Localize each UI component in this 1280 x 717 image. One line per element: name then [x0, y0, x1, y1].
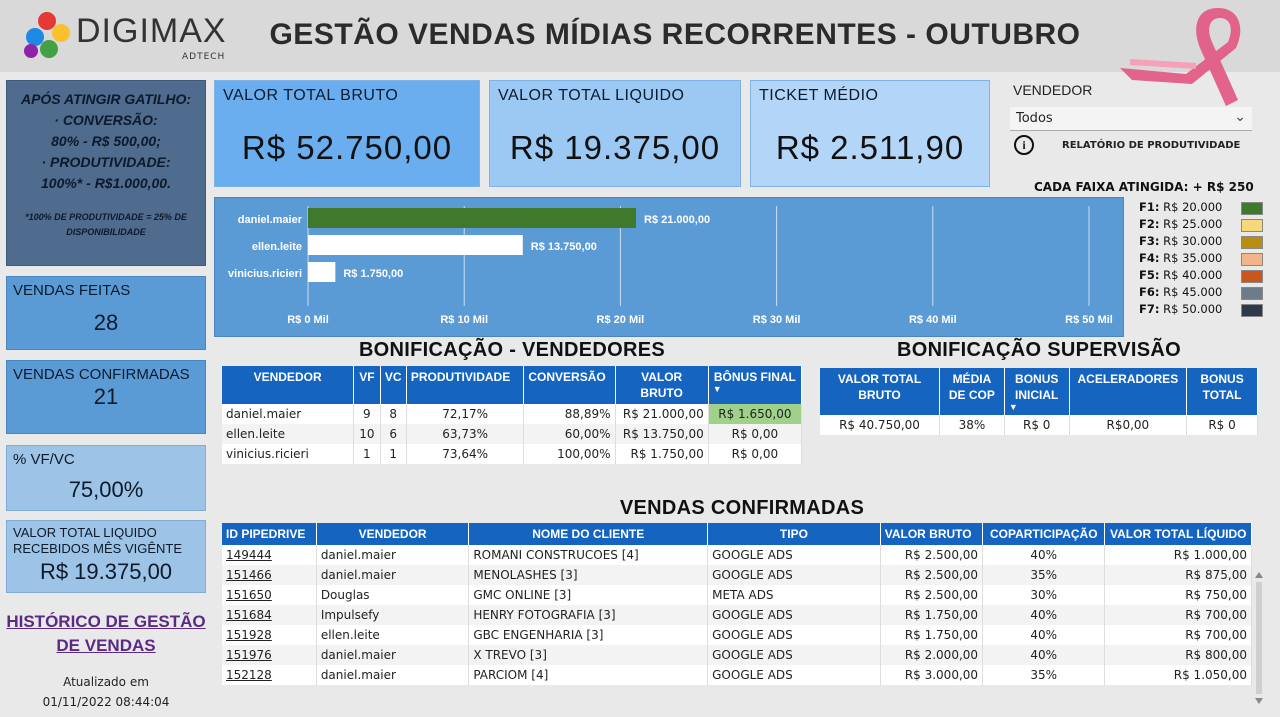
table-row[interactable] [820, 415, 1258, 435]
column-header[interactable] [820, 368, 940, 415]
x-tick-label: R$ 0 Mil [287, 314, 329, 326]
kpi-value: R$ 19.375,00 [39, 559, 173, 584]
table-cell: R$ 1.750,00 [880, 605, 982, 625]
table-cell[interactable] [222, 545, 316, 565]
table-cell: R$ 0 [1187, 415, 1258, 435]
faixa-name: F4: [1139, 251, 1160, 265]
column-header-label: VALOR BRUTO [640, 370, 683, 400]
trigger-line-1: APÓS ATINGIR GATILHO: [20, 91, 192, 107]
faixa-item [1139, 268, 1267, 285]
pipedrive-id-link[interactable]: 151976 [226, 648, 272, 662]
updated-label: Atualizado em [63, 675, 149, 689]
faixa-value: R$ 20.000 [1159, 200, 1223, 214]
faixa-value: R$ 25.000 [1159, 217, 1223, 231]
table-row[interactable] [222, 444, 802, 464]
faixa-color-swatch [1241, 202, 1263, 215]
table-cell: 40% [983, 605, 1105, 625]
column-header[interactable] [222, 366, 354, 404]
faixa-item [1139, 234, 1267, 251]
column-header[interactable] [1004, 368, 1069, 415]
card-valor-bruto [214, 80, 480, 187]
kpi-label: VENDAS CONFIRMADAS [13, 366, 190, 383]
column-header-label: PRODUTIVIDADE [410, 370, 511, 384]
trigger-line-3: 80% - R$ 500,00; [51, 133, 161, 149]
table-cell[interactable] [222, 565, 316, 585]
table-cell: ellen.leite [222, 424, 354, 444]
faixa-color-swatch [1241, 219, 1263, 232]
trigger-note: *100% DE PRODUTIVIDADE = 25% DE DISPONIBILIDADE [25, 212, 187, 237]
faixa-name: F6: [1139, 285, 1160, 299]
table-cell: GOOGLE ADS [708, 665, 881, 685]
column-header-label: MÉDIA DE COP [948, 372, 995, 402]
sort-down-icon[interactable]: ▼ [712, 384, 722, 394]
table-cell: R$ 0,00 [708, 444, 801, 464]
bar-ellen.leite[interactable] [308, 235, 523, 255]
card-valor-liquido [489, 80, 741, 187]
bonif-vendedores-title: BONIFICAÇÃO - VENDEDORES [358, 339, 666, 361]
column-header[interactable] [983, 523, 1105, 545]
table-cell: GOOGLE ADS [708, 545, 881, 565]
faixa-value: R$ 40.000 [1159, 268, 1223, 282]
faixa-color-swatch [1241, 287, 1263, 300]
relatorio-produtividade-link[interactable]: RELATÓRIO DE PRODUTIVIDADE [1062, 140, 1241, 151]
column-header-label: VALOR TOTAL LÍQUIDO [1110, 527, 1247, 541]
table-cell: X TREVO [3] [469, 645, 708, 665]
faixa-color-swatch [1241, 253, 1263, 266]
table-cell: R$ 3.000,00 [880, 665, 982, 685]
table-scrollbar[interactable] [1254, 572, 1264, 704]
vendedor-filter-label: VENDEDOR [1013, 82, 1093, 98]
table-cell: MENOLASHES [3] [469, 565, 708, 585]
table-row[interactable] [222, 565, 1252, 585]
table-cell: 60,00% [524, 424, 615, 444]
table-cell: GOOGLE ADS [708, 625, 881, 645]
table-cell: 72,17% [406, 404, 524, 424]
table-row[interactable] [222, 645, 1252, 665]
table-cell: R$ 1.050,00 [1105, 665, 1252, 685]
kpi-vf-vc [6, 445, 206, 511]
column-header[interactable] [1069, 368, 1186, 415]
faixa-value: R$ 30.000 [1159, 234, 1223, 248]
kpi-value: 75,00% [68, 477, 144, 502]
table-cell: 40% [983, 545, 1105, 565]
trigger-rules-box [6, 80, 206, 266]
table-cell: 88,89% [524, 404, 615, 424]
table-cell: R$ 13.750,00 [615, 424, 708, 444]
table-cell: 63,73% [406, 424, 524, 444]
column-header[interactable] [406, 366, 524, 404]
faixa-name: F1: [1139, 200, 1160, 214]
chevron-down-icon: ⌄ [1234, 109, 1246, 125]
x-tick-label: R$ 10 Mil [440, 314, 489, 326]
column-header[interactable] [708, 366, 801, 404]
vendas-bar-chart [214, 197, 1124, 337]
table-cell: 100,00% [524, 444, 615, 464]
table-cell: R$0,00 [1069, 415, 1186, 435]
vendas-confirmadas-table [222, 523, 1252, 685]
pipedrive-id-link[interactable]: 151684 [226, 608, 272, 622]
kpi-value: 21 [93, 384, 119, 409]
column-header-label: ACELERADORES [1077, 372, 1179, 386]
pink-ribbon-icon [1100, 2, 1250, 112]
kpi-label: % VF/VC [13, 451, 75, 468]
column-header-label: VC [384, 370, 402, 384]
table-cell: R$ 0 [1004, 415, 1069, 435]
faixa-name: F7: [1139, 302, 1160, 316]
table-cell: ROMANI CONSTRUCOES [4] [469, 545, 708, 565]
bonif-vendedores-table [222, 366, 802, 464]
table-cell: R$ 40.750,00 [820, 415, 940, 435]
faixa-color-swatch [1241, 304, 1263, 317]
x-tick-label: R$ 20 Mil [596, 314, 645, 326]
faixa-item [1139, 200, 1267, 217]
table-cell: ellen.leite [316, 625, 469, 645]
bonif-supervisao-title: BONIFICAÇÃO SUPERVISÃO [896, 339, 1182, 361]
faixa-item [1139, 217, 1267, 234]
trigger-line-2: · CONVERSÃO: [54, 112, 158, 128]
column-header-label: NOME DO CLIENTE [532, 527, 645, 541]
table-cell: R$ 21.000,00 [615, 404, 708, 424]
card-value: R$ 52.750,00 [241, 129, 453, 166]
column-header-label: BÔNUS FINAL [713, 370, 796, 384]
column-header-label: VF [359, 370, 375, 384]
table-cell: R$ 700,00 [1105, 625, 1252, 645]
faixa-name: F2: [1139, 217, 1160, 231]
x-tick-label: R$ 50 Mil [1065, 314, 1113, 326]
table-cell: PARCIOM [4] [469, 665, 708, 685]
table-cell: 35% [983, 565, 1105, 585]
table-row[interactable] [222, 404, 802, 424]
vendedor-dropdown[interactable] [1010, 107, 1252, 131]
logo-dots-icon [24, 12, 72, 60]
table-cell[interactable] [222, 625, 316, 645]
table-cell: 73,64% [406, 444, 524, 464]
kpi-liquido-mes [6, 520, 206, 593]
category-label: ellen.leite [251, 241, 302, 253]
table-cell: daniel.maier [222, 404, 354, 424]
table-cell: daniel.maier [316, 665, 469, 685]
sort-down-icon[interactable]: ▼ [1008, 402, 1018, 412]
historico-link[interactable]: HISTÓRICO DE GESTÃO DE VENDAS [6, 612, 206, 655]
column-header[interactable] [354, 366, 380, 404]
table-cell: 9 [354, 404, 380, 424]
table-cell: R$ 2.500,00 [880, 565, 982, 585]
table-cell: R$ 1.750,00 [615, 444, 708, 464]
bar-data-label: R$ 21.000,00 [644, 214, 711, 226]
table-cell: META ADS [708, 585, 881, 605]
column-header[interactable] [524, 366, 615, 404]
table-cell: 30% [983, 585, 1105, 605]
table-cell: R$ 2.000,00 [880, 645, 982, 665]
bar-data-label: R$ 13.750,00 [530, 241, 597, 253]
faixa-item [1139, 285, 1267, 302]
column-header-label: VALOR BRUTO [884, 527, 972, 541]
pipedrive-id-link[interactable]: 151928 [226, 628, 272, 642]
bar-chart-svg [215, 198, 1125, 338]
table-cell: 35% [983, 665, 1105, 685]
table-cell: R$ 2.500,00 [880, 545, 982, 565]
column-header-label: BONUS TOTAL [1200, 372, 1244, 402]
vendedor-selected-value: Todos [1016, 111, 1053, 126]
pipedrive-id-link[interactable]: 149444 [226, 548, 272, 562]
table-cell: GBC ENGENHARIA [3] [469, 625, 708, 645]
kpi-vendas-feitas [6, 276, 206, 350]
column-header[interactable] [708, 523, 881, 545]
card-value: R$ 2.511,90 [775, 129, 965, 166]
table-cell: 40% [983, 645, 1105, 665]
table-cell: R$ 700,00 [1105, 605, 1252, 625]
kpi-value: 28 [93, 310, 119, 335]
updated-info [6, 672, 206, 712]
category-label: daniel.maier [237, 214, 302, 226]
table-row[interactable] [222, 625, 1252, 645]
column-header-label: TIPO [779, 527, 808, 541]
table-cell[interactable] [222, 665, 316, 685]
table-cell: 1 [380, 444, 406, 464]
table-cell: GMC ONLINE [3] [469, 585, 708, 605]
column-header-label: VALOR TOTAL BRUTO [837, 372, 922, 402]
bar-daniel.maier[interactable] [308, 208, 636, 228]
logo-wordmark: DIGIMAX [76, 12, 227, 50]
faixa-color-swatch [1241, 236, 1263, 249]
column-header[interactable] [380, 366, 406, 404]
card-label: TICKET MÉDIO [759, 87, 879, 104]
table-cell: R$ 0,00 [708, 424, 801, 444]
column-header-label: CONVERSÃO [528, 370, 606, 384]
pipedrive-id-link[interactable]: 152128 [226, 668, 272, 682]
bonif-supervisao-table [820, 368, 1258, 435]
table-cell: R$ 800,00 [1105, 645, 1252, 665]
faixa-value: R$ 50.000 [1159, 302, 1223, 316]
faixa-item [1139, 251, 1267, 268]
table-cell[interactable] [222, 645, 316, 665]
column-header-label: ID PIPEDRIVE [226, 527, 306, 541]
column-header[interactable] [222, 523, 316, 545]
card-label: VALOR TOTAL LIQUIDO [498, 87, 685, 104]
info-icon[interactable]: i [1014, 135, 1034, 155]
kpi-label: VENDAS FEITAS [13, 282, 131, 299]
column-header[interactable] [316, 523, 469, 545]
table-cell: 40% [983, 625, 1105, 645]
table-cell: Impulsefy [316, 605, 469, 625]
table-cell: R$ 875,00 [1105, 565, 1252, 585]
column-header-label: BONUS INICIAL [1015, 372, 1059, 402]
page-title: GESTÃO VENDAS MÍDIAS RECORRENTES - OUTUBRO [269, 18, 1081, 51]
table-cell: 8 [380, 404, 406, 424]
table-cell: daniel.maier [316, 545, 469, 565]
pipedrive-id-link[interactable]: 151650 [226, 588, 272, 602]
header-bar [0, 0, 1280, 72]
card-value: R$ 19.375,00 [509, 129, 721, 166]
table-cell: R$ 1.750,00 [880, 625, 982, 645]
logo-subtitle: ADTECH [182, 52, 226, 62]
table-row[interactable] [222, 424, 802, 444]
column-header[interactable] [940, 368, 1005, 415]
column-header-label: COPARTICIPAÇÃO [989, 527, 1098, 541]
table-cell: 10 [354, 424, 380, 444]
faixa-value: R$ 35.000 [1159, 251, 1223, 265]
table-row[interactable] [222, 585, 1252, 605]
faixas-title: CADA FAIXA ATINGIDA: + R$ 250 [1034, 180, 1254, 194]
column-header-label: VENDEDOR [358, 527, 427, 541]
faixa-color-swatch [1241, 270, 1263, 283]
trigger-line-5: 100%* - R$1.000,00. [41, 175, 171, 191]
table-cell: Douglas [316, 585, 469, 605]
bar-data-label: R$ 1.750,00 [343, 268, 404, 280]
table-cell[interactable] [222, 605, 316, 625]
table-cell: GOOGLE ADS [708, 605, 881, 625]
card-ticket-medio [750, 80, 990, 187]
table-row[interactable] [222, 545, 1252, 565]
category-label: vinicius.ricieri [228, 268, 302, 280]
column-header[interactable] [880, 523, 982, 545]
table-row[interactable] [222, 665, 1252, 685]
vendas-confirmadas-title: VENDAS CONFIRMADAS [619, 497, 865, 519]
bar-vinicius.ricieri[interactable] [308, 262, 335, 282]
table-cell: daniel.maier [316, 565, 469, 585]
bonus-highlight-cell: R$ 1.650,00 [708, 404, 801, 424]
column-header-label: VENDEDOR [253, 370, 322, 384]
table-cell: R$ 750,00 [1105, 585, 1252, 605]
table-cell: HENRY FOTOGRAFIA [3] [469, 605, 708, 625]
table-cell: 6 [380, 424, 406, 444]
table-row[interactable] [222, 605, 1252, 625]
table-cell: GOOGLE ADS [708, 645, 881, 665]
table-cell: 1 [354, 444, 380, 464]
kpi-label: VALOR TOTAL LIQUIDO RECEBIDOS MÊS VIGÊNTE [13, 525, 183, 556]
table-cell[interactable] [222, 585, 316, 605]
trigger-line-4: · PRODUTIVIDADE: [41, 154, 171, 170]
faixa-name: F3: [1139, 234, 1160, 248]
table-cell: R$ 1.000,00 [1105, 545, 1252, 565]
column-header[interactable] [615, 366, 708, 404]
digimax-logo [24, 8, 229, 64]
faixa-name: F5: [1139, 268, 1160, 282]
table-cell: 38% [940, 415, 1005, 435]
table-cell: daniel.maier [316, 645, 469, 665]
faixas-legend [1139, 200, 1267, 319]
column-header[interactable] [1105, 523, 1252, 545]
column-header[interactable] [469, 523, 708, 545]
table-cell: R$ 2.500,00 [880, 585, 982, 605]
faixa-value: R$ 45.000 [1159, 285, 1223, 299]
x-tick-label: R$ 30 Mil [752, 314, 801, 326]
card-label: VALOR TOTAL BRUTO [223, 87, 399, 104]
kpi-vendas-confirmadas [6, 360, 206, 434]
table-cell: vinicius.ricieri [222, 444, 354, 464]
x-tick-label: R$ 40 Mil [908, 314, 957, 326]
pipedrive-id-link[interactable]: 151466 [226, 568, 272, 582]
table-cell: GOOGLE ADS [708, 565, 881, 585]
updated-value: 01/11/2022 08:44:04 [42, 695, 170, 709]
column-header[interactable] [1187, 368, 1258, 415]
faixa-item [1139, 302, 1267, 319]
